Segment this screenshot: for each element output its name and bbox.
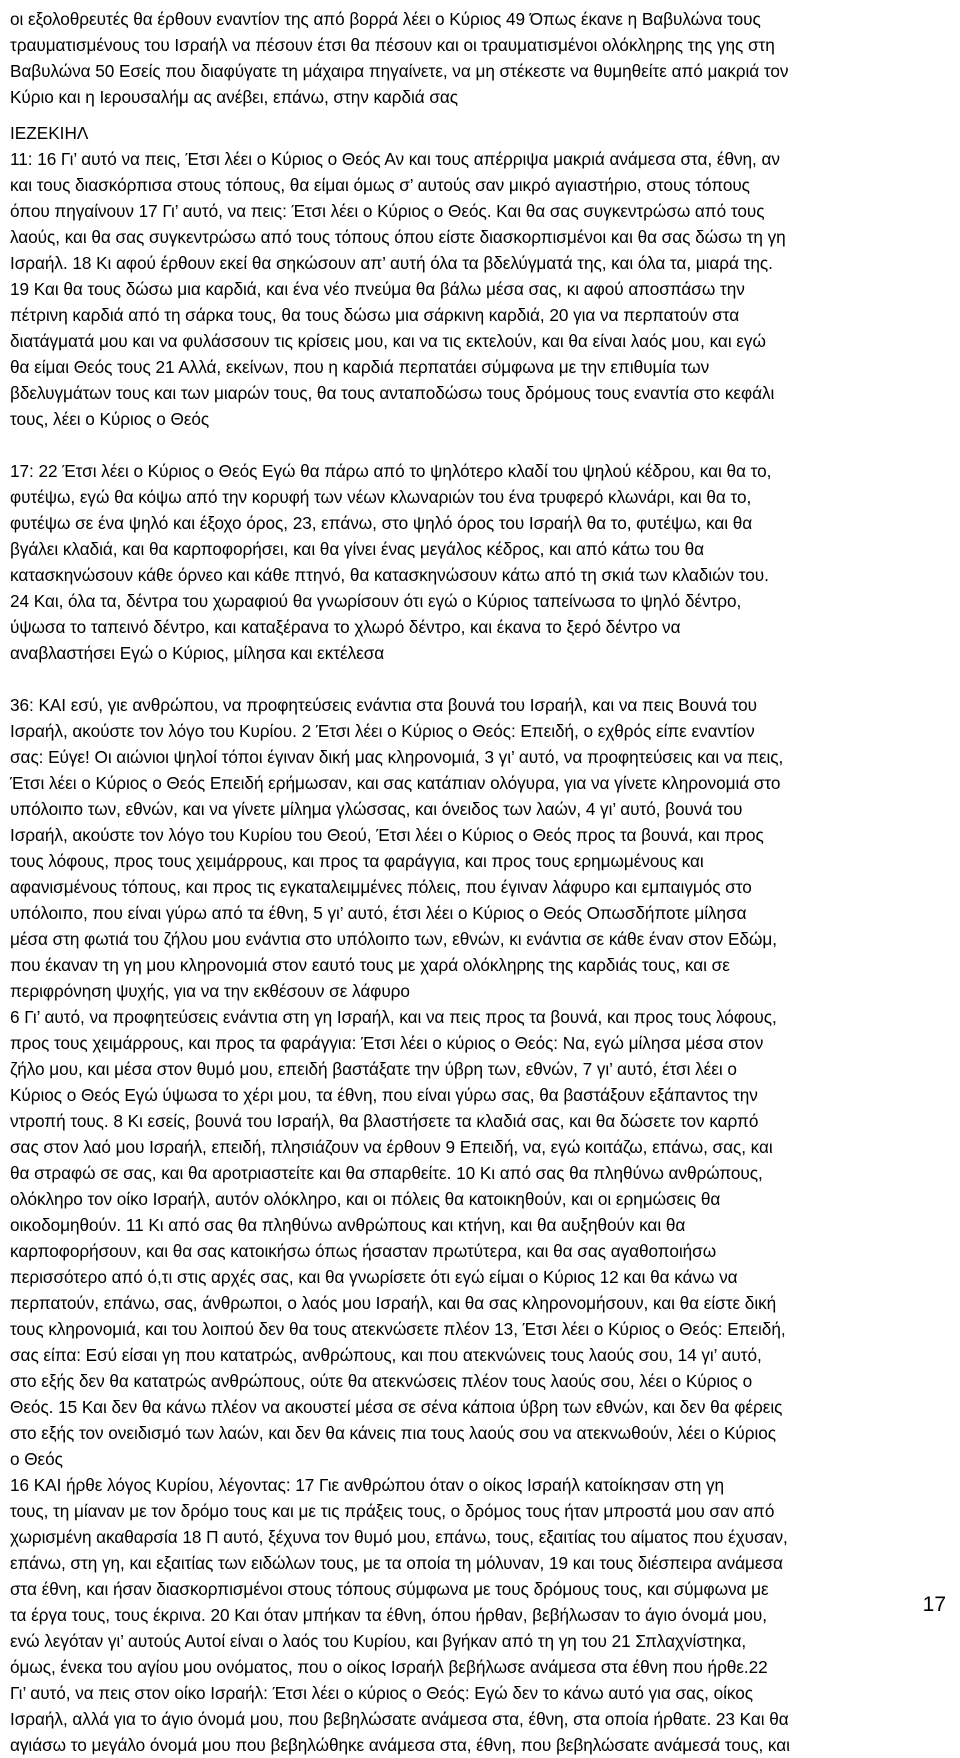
text-line: τους, λέει ο Κύριος ο Θεός [10, 409, 210, 429]
paragraph-ezekiel-17 [10, 458, 948, 666]
text-line: βδελυγμάτων τους και των μιαρών τους, θα τους ανταποδώσω τους δρόμους τους εναντία στο κεφάλι [10, 383, 775, 403]
text-line: Κύριος ο Θεός Εγώ ύψωσα το χέρι μου, τα έθνη, που είναι γύρω σας, θα βαστάξουν εξάπαντος την [10, 1085, 758, 1105]
text-line: περπατούν, επάνω, σας, άνθρωποι, ο λαός μου Ισραήλ, και θα σας κληρονομήσουν, και θα είστε δική [10, 1293, 777, 1313]
text-line: προς τους χειμάρρους, και προς τα φαράγγια: Έτσι λέει ο κύριος ο Θεός: Να, εγώ μίλησα μέσα στον [10, 1033, 764, 1053]
text-line: στα έθνη, και ήσαν διασκορπισμένοι στους τόπους σύμφωνα με τους δρόμους τους, και σύμφωνα με [10, 1579, 769, 1599]
text-line: φυτέψω, εγώ θα κόψω από την κορυφή των νέων κλωναριών του ένα τρυφερό κλωνάρι, και θα το, [10, 487, 752, 507]
text-line: τους, τη μίαναν με τον δρόμο τους και με τις πράξεις τους, ο δρόμος τους ήταν μπροστά μου σαν από [10, 1501, 775, 1521]
text-line: 19 Και θα τους δώσω μια καρδιά, και ένα νέο πνεύμα θα βάλω μέσα σας, κι αφού αποσπάσω την [10, 279, 745, 299]
text-line: ύψωσα το ταπεινό δέντρο, και καταξέρανα το χλωρό δέντρο, και έκανα το ξερό δέντρο να [10, 617, 681, 637]
text-line: υπόλοιπο, που είναι γύρω από τα έθνη, 5 γι’ αυτό, έτσι λέει ο Κύριος ο Θεός Οπωσδήποτε μίλησα [10, 903, 747, 923]
text-line: φυτέψω σε ένα ψηλό και έξοχο όρος, 23, επάνω, στο ψηλό όρος του Ισραήλ θα το, φυτέψω, και θα [10, 513, 753, 533]
text-line: σας: Εύγε! Οι αιώνιοι ψηλοί τόποι έγιναν δική μας κληρονομιά, 3 γι’ αυτό, να προφητεύσεις και να πεις, [10, 747, 784, 767]
text-line: 6 Γι’ αυτό, να προφητεύσεις ενάντια στη γη Ισραήλ, και να πεις προς τα βουνά, και προς τους λόφους, [10, 1007, 777, 1027]
text-line: τους λόφους, προς τους χειμάρρους, και προς τα φαράγγια, και προς τους ερημωμένους και [10, 851, 704, 871]
text-line: και τους διασκόρπισα στους τόπους, θα είμαι όμως σ’ αυτούς σαν μικρό αγιαστήριο, στους τόπους [10, 175, 750, 195]
text-line: περισσότερο από ό,τι στις αρχές σας, και θα γνωρίσετε ότι εγώ είμαι ο Κύριος 12 και θα κάνω να [10, 1267, 738, 1287]
paragraph-gap [10, 666, 948, 692]
text-line: Γι’ αυτό, να πεις στον οίκο Ισραήλ: Έτσι λέει ο κύριος ο Θεός: Εγώ δεν το κάνω αυτό για σας, οίκος [10, 1683, 753, 1703]
paragraph-ezekiel-11 [10, 146, 948, 432]
text-line: Ισραήλ, αλλά για το άγιο όνομά μου, που βεβηλώσατε ανάμεσα στα, έθνη, στα οποία ήρθατε. 23 Και θα [10, 1709, 789, 1729]
text-line: Βαβυλώνα 50 Εσείς που διαφύγατε τη μάχαιρα πηγαίνετε, να μη στέκεστε να θυμηθείτε από μακριά τον [10, 61, 789, 81]
text-line: σας στον λαό μου Ισραήλ, επειδή, πλησιάζουν να έρθουν 9 Επειδή, να, εγώ κοιτάζω, επάνω, σας, και [10, 1137, 773, 1157]
text-line: στο εξής τον ονειδισμό των λαών, και δεν θα κάνεις πια τους λαούς σου να ατεκνωθούν, λέει ο Κύριος [10, 1423, 776, 1443]
text-line: Θεός. 15 Και δεν θα κάνω πλέον να ακουστεί μέσα σε σένα κάποια ύβρη των εθνών, και δεν θα φέρεις [10, 1397, 783, 1417]
text-line: περιφρόνηση ψυχής, για να την εκθέσουν σε λάφυρο [10, 981, 410, 1001]
text-line: όμως, ένεκα του αγίου μου ονόματος, που ο οίκος Ισραήλ βεβήλωσε ανάμεσα στα έθνη που ήρθε.22 [10, 1657, 768, 1677]
text-line: ο Θεός [10, 1449, 63, 1469]
text-line: Έτσι λέει ο Κύριος ο Θεός Επειδή ερήμωσαν, και σας κατάπιαν ολόγυρα, για να γίνετε κληρονομιά στο [10, 773, 781, 793]
text-line: 16 ΚΑΙ ήρθε λόγος Κυρίου, λέγοντας: 17 Γιε ανθρώπου όταν ο οίκος Ισραήλ κατοίκησαν στη γη [10, 1475, 725, 1495]
text-line: λαούς, και θα σας συγκεντρώσω από τους τόπους όπου είστε διασκορπισμένοι και θα σας δώσω τη γη [10, 227, 786, 247]
text-line: 11: 16 Γι’ αυτό να πεις, Έτσι λέει ο Κύριος ο Θεός Αν και τους απέρριψα μακριά ανάμεσα στα, έθνη, αν [10, 149, 780, 169]
text-line: 24 Και, όλα τα, δέντρα του χωραφιού θα γνωρίσουν ότι εγώ ο Κύριος ταπείνωσα το ψηλό δέντρο, [10, 591, 742, 611]
text-line: αγιάσω το μεγάλο όνομά μου που βεβηλώθηκε ανάμεσα στα, έθνη, που βεβηλώσατε ανάμεσά τους, και [10, 1735, 790, 1755]
text-line: αναβλαστήσει Εγώ ο Κύριος, μίλησα και εκτέλεσα [10, 643, 385, 663]
text-line: Ισραήλ, ακούστε τον λόγο του Κυρίου του Θεού, Έτσι λέει ο Κύριος ο Θεός προς τα βουνά, και προς [10, 825, 764, 845]
text-line: 36: ΚΑΙ εσύ, γιε ανθρώπου, να προφητεύσεις ενάντια στα βουνά του Ισραήλ, και να πεις Βουνά του [10, 695, 757, 715]
text-line: χωρισμένη ακαθαρσία 18 Π αυτό, ξέχυνα τον θυμό μου, επάνω, τους, εξαιτίας του αίματος που έχυσαν, [10, 1527, 788, 1547]
text-line: θα είμαι Θεός τους 21 Αλλά, εκείνων, που η καρδιά περπατάει σύμφωνα με την επιθυμία των [10, 357, 710, 377]
paragraph-ezekiel-36 [10, 692, 948, 1758]
paragraph-babylon [10, 6, 948, 110]
section-heading: ΙΕΖΕΚΙΗΛ [10, 123, 89, 143]
text-line: ντροπή τους. 8 Κι εσείς, βουνά του Ισραήλ, θα βλαστήσετε τα κλαδιά σας, και θα δώσετε τον καρπό [10, 1111, 759, 1131]
text-line: πέτρινη καρδιά από τη σάρκα τους, θα τους δώσω μια σάρκινη καρδιά, 20 για να περπατούν στα [10, 305, 740, 325]
text-line: Ισραήλ. 18 Κι αφού έρθουν εκεί θα σηκώσουν απ’ αυτή όλα τα βδελύγματά της, και όλα τα, μιαρά της. [10, 253, 773, 273]
text-line: μέσα στη φωτιά του ζήλου μου ενάντια στο υπόλοιπο των, εθνών, κι ενάντια σε κάθε έναν στον Εδώμ, [10, 929, 777, 949]
text-line: θα στραφώ σε σας, και θα αροτριαστείτε και θα σπαρθείτε. 10 Κι από σας θα πληθύνω ανθρώπους, [10, 1163, 763, 1183]
text-line: Κύριο και η Ιερουσαλήμ ας ανέβει, επάνω, στην καρδιά σας [10, 87, 459, 107]
page-number: 17 [922, 1593, 946, 1616]
text-line: διατάγματά μου και να φυλάσσουν τις κρίσεις μου, και να τις εκτελούν, και θα είναι λαός μου, και εγώ [10, 331, 766, 351]
text-line: τραυματισμένους του Ισραήλ να πέσουν έτσι θα πέσουν και οι τραυματισμένοι ολόκληρης της γης στη [10, 35, 775, 55]
text-line: τους κληρονομιά, και του λοιπού δεν θα τους ατεκνώσετε πλέον 13, Έτσι λέει ο Κύριος ο Θεός: Επειδή, [10, 1319, 786, 1339]
text-line: ζήλο μου, και μέσα στον θυμό μου, επειδή βαστάξατε την ύβρη των, εθνών, 7 γι’ αυτό, έτσι λέει ο [10, 1059, 737, 1079]
text-line: 17: 22 Έτσι λέει ο Κύριος ο Θεός Εγώ θα πάρω από το ψηλότερο κλαδί του ψηλού κέδρου, και θα το, [10, 461, 772, 481]
text-line: ολόκληρο τον οίκο Ισραήλ, αυτόν ολόκληρο, και οι πόλεις θα κατοικηθούν, και οι ερημώσεις θα [10, 1189, 721, 1209]
text-line: όπου πηγαίνουν 17 Γι’ αυτό, να πεις: Έτσι λέει ο Κύριος ο Θεός. Και θα σας συγκεντρώσω από τους [10, 201, 765, 221]
text-line: κατασκηνώσουν κάθε όρνεο και κάθε πτηνό, θα κατασκηνώσουν κάτω από τη σκιά των κλαδιών του. [10, 565, 769, 585]
paragraph-gap [10, 432, 948, 458]
text-line: καρποφορήσουν, και θα σας κατοικήσω όπως ήσασταν πρωτύτερα, και θα σας αγαθοποιήσω [10, 1241, 717, 1261]
text-line: επάνω, στη γη, και εξαιτίας των ειδώλων τους, με τα οποία τη μόλυναν, 19 και τους διέσπειρα ανάμεσα [10, 1553, 783, 1573]
text-line: οι εξολοθρευτές θα έρθουν εναντίον της από βορρά λέει ο Κύριος 49 Όπως έκανε η Βαβυλώνα τους [10, 9, 761, 29]
text-line: Ισραήλ, ακούστε τον λόγο του Κυρίου. 2 Έτσι λέει ο Κύριος ο Θεός: Επειδή, ο εχθρός είπε εναντίον [10, 721, 755, 741]
text-line: που έκαναν τη γη μου κληρονομιά στον εαυτό τους με χαρά ολόκληρης της καρδιάς τους, και σε [10, 955, 730, 975]
text-line: τα έργα τους, τους έκρινα. 20 Και όταν μπήκαν τα έθνη, όπου ήρθαν, βεβήλωσαν το άγιο όνομά μου, [10, 1605, 767, 1625]
text-line: σας είπα: Εσύ είσαι γη που κατατρώς, ανθρώπους, και που ατεκνώνεις τους λαούς σου, 14 γι’ αυτό, [10, 1345, 762, 1365]
text-line: στο εξής δεν θα κατατρώς ανθρώπους, ούτε θα ατεκνώσεις πλέον τους λαούς σου, λέει ο Κύριος ο [10, 1371, 753, 1391]
text-line: ενώ λεγόταν γι’ αυτούς Αυτοί είναι ο λαός του Κυρίου, και βγήκαν από τη γη του 21 Σπλαχνίστηκα, [10, 1631, 747, 1651]
text-line: υπόλοιπο των, εθνών, και να γίνετε μίλημα γλώσσας, και όνειδος των λαών, 4 γι’ αυτό, βουνά του [10, 799, 743, 819]
text-line: οικοδομηθούν. 11 Κι από σας θα πληθύνω ανθρώπους και κτήνη, και θα αυξηθούν και θα [10, 1215, 686, 1235]
text-line: βγάλει κλαδιά, και θα καρποφορήσει, και θα γίνει ένας μεγάλος κέδρος, και από κάτω του θα [10, 539, 705, 559]
text-line: αφανισμένους τόπους, και προς τις εγκαταλειμμένες πόλεις, που έγιναν λάφυρο και εμπαιγμός στο [10, 877, 752, 897]
